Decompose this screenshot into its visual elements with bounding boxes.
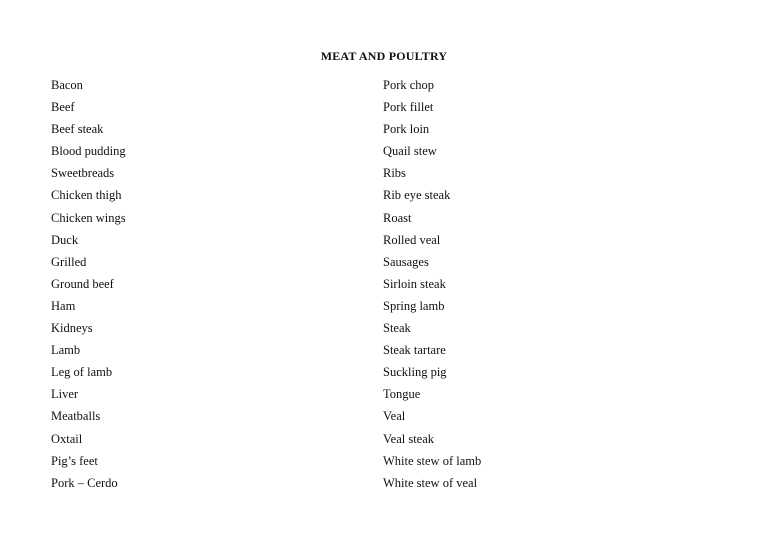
list-item: Pork loin — [383, 122, 430, 137]
list-item: Pork – Cerdo — [51, 475, 118, 490]
left-column-list — [51, 75, 126, 495]
list-item: Tongue — [383, 387, 421, 402]
list-item: Sweetbreads — [51, 166, 115, 181]
list-item: White stew of lamb — [383, 453, 482, 468]
list-item: Sirloin steak — [383, 276, 446, 291]
list-item: Duck — [51, 232, 79, 247]
list-item: Ham — [51, 298, 76, 313]
list-item: Grilled — [51, 254, 87, 269]
list-item: Leg of lamb — [51, 365, 113, 380]
list-item: White stew of veal — [383, 475, 478, 490]
list-item: Sausages — [383, 254, 429, 269]
list-item: Rolled veal — [383, 232, 441, 247]
list-item: Chicken thigh — [51, 188, 122, 203]
list-item: Pig’s feet — [51, 453, 98, 468]
list-item: Steak — [383, 321, 411, 336]
list-item: Steak tartare — [383, 343, 446, 358]
list-item: Ribs — [383, 166, 406, 181]
list-item: Meatballs — [51, 409, 101, 424]
list-item: Kidneys — [51, 321, 93, 336]
list-item: Beef steak — [51, 122, 104, 137]
list-item: Pork chop — [383, 78, 435, 92]
list-item: Oxtail — [51, 431, 83, 446]
right-column-list — [383, 75, 481, 495]
list-item: Chicken wings — [51, 210, 126, 225]
list-item: Pork fillet — [383, 100, 434, 115]
list-item: Suckling pig — [383, 365, 447, 380]
page-title: MEAT AND POULTRY — [320, 49, 448, 63]
list-item: Roast — [383, 210, 412, 225]
list-item: Quail stew — [383, 144, 437, 159]
list-item: Rib eye steak — [383, 188, 451, 203]
list-item: Lamb — [51, 343, 81, 358]
list-item: Veal steak — [383, 431, 435, 446]
list-item: Blood pudding — [51, 144, 126, 159]
list-item: Bacon — [51, 78, 83, 92]
list-item: Veal — [383, 409, 406, 424]
list-item: Beef — [51, 100, 75, 115]
list-item: Liver — [51, 387, 79, 402]
list-item: Ground beef — [51, 276, 114, 291]
list-item: Spring lamb — [383, 298, 445, 313]
